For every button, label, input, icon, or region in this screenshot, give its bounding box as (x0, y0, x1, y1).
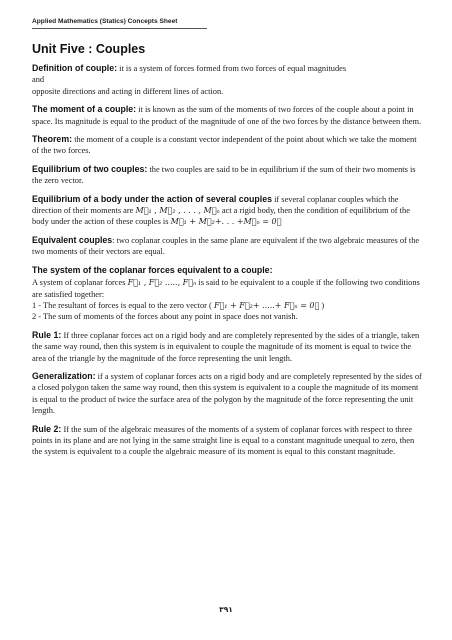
moment-text: it is known as the sum of the moments of two forces of the couple about a point in space. Its magnitude is equal to the product of the magnitude of one of the two forces by the distance between them. (32, 105, 422, 126)
equilibrium-body-text1: if several coplanar couples which the direction of their moments are (32, 194, 399, 216)
system-equivalent-heading: The system of the coplanar forces equivalent to a couple: (32, 264, 273, 275)
equilibrium-two-text: the two couples are said to be in equilibrium if the sum of their two moments is the zero vector. (32, 164, 416, 186)
equivalent-paragraph (32, 235, 424, 258)
unit-title: Unit Five : Couples (32, 42, 146, 56)
equivalent-term: Equivalent couples (32, 234, 113, 245)
moment-paragraph (32, 104, 424, 127)
rule2-text: If the sum of the algebraic measures of the moments of a system of coplanar forces with respect to three points in its plane and are not lying in the same straight line is equal to a constant magnitude unequal to zero, then the system is equivalent to a couple the algebraic measure of its moment is equal to this constant magnitude. (32, 424, 415, 457)
definition-text-line1: it is a system of forces formed from two forces of equal magnitudes (117, 64, 347, 73)
definition-paragraph (32, 63, 424, 97)
definition-text-line2: and (32, 75, 45, 85)
generalization-paragraph (32, 371, 424, 417)
resultant-sum-math: F⃗₁ + F⃗₂+ .....+ F⃗ₙ = 0⃗ (213, 300, 320, 310)
definition-term: Definition of couple: (32, 63, 118, 73)
rule2-term: Rule 2: (32, 423, 62, 434)
condition-1-end: ) (319, 300, 325, 310)
equilibrium-condition-math: M⃗₁ + M⃗₂+. . . +M⃗ₙ = 0⃗ (170, 217, 282, 227)
rule1-text: If three coplanar forces act on a rigid body and are completely represented by the sides of a triangle, taken the same way round, then this system is in equivalent to couple the magnitude of its moment is equal to twice the area of the triangle by the magnitude of the force representing the unit length. (32, 330, 420, 363)
equilibrium-body-term: Equilibrium of a body under the action of several couples (32, 193, 272, 204)
equilibrium-body-text2: act a rigid body, then the condition of equilibrium of the body under the action of these couples is (32, 206, 410, 227)
definition-text-line3: opposite directions and acting in different lines of action. (32, 86, 224, 96)
system-equivalent-text1: A system of coplanar forces (32, 278, 128, 288)
content-body (32, 63, 424, 465)
equivalent-text: : two coplanar couples in the same plane are equivalent if the two algebraic measures of the two moments of their vectors are equal. (32, 235, 420, 257)
equilibrium-body-paragraph (32, 194, 424, 228)
rule2-paragraph (32, 424, 424, 458)
theorem-term: Theorem: (32, 134, 73, 145)
theorem-paragraph (32, 134, 424, 157)
condition-2: 2 - The sum of moments of the forces about any point in space does not vanish. (32, 312, 298, 322)
condition-1 (32, 300, 424, 311)
rule1-term: Rule 1: (32, 329, 62, 340)
condition-1-text: 1 - The resultant of forces is equal to the zero vector ( (32, 300, 214, 310)
running-header: Applied Mathematics (Statics) Concepts Sheet (32, 18, 207, 29)
equilibrium-two-paragraph (32, 164, 424, 187)
equilibrium-two-term: Equilibrium of two couples: (32, 163, 148, 174)
theorem-text: the moment of a couple is a constant vector independent of the point about which we take the moment of the two forces. (32, 135, 417, 156)
page-number: ٣٩١ (219, 605, 233, 614)
rule1-paragraph (32, 330, 424, 364)
system-equivalent-paragraph (32, 277, 424, 323)
generalization-term: Generalization: (32, 370, 96, 381)
forces-list-math: F⃗₁ , F⃗₂ ....., F⃗ₙ (127, 278, 197, 288)
system-equivalent-text2: is said to be equivalent to a couple if the following two conditions are satisfied together: (32, 278, 420, 299)
moment-term: The moment of a couple: (32, 104, 137, 115)
moments-list-math: M⃗₁ , M⃗₂ , . . . , M⃗ₙ (135, 206, 220, 216)
generalization-text: if a system of coplanar forces acts on a rigid body and are completely represented by the sides of a closed polygon taken the same way round, then this system is equivalent to a couple the magnitude of its moment is equal to the product of twice the surface area of the polygon by the magnitude of the force representing the unit length. (32, 371, 422, 416)
